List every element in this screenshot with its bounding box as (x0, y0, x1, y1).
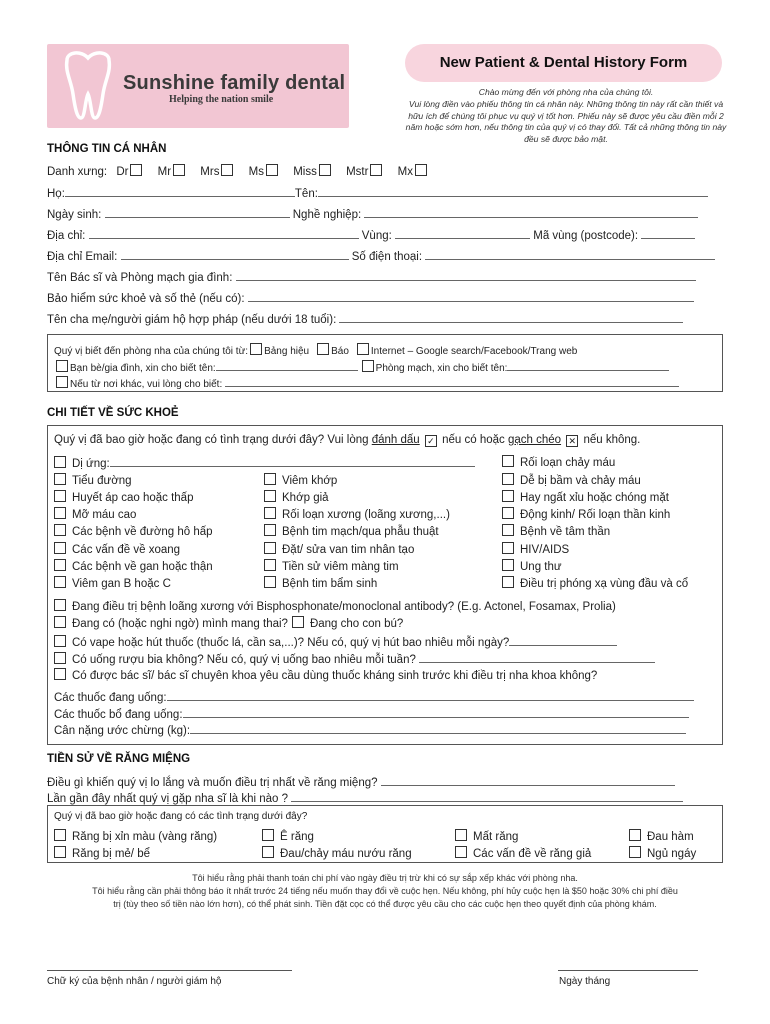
title-dr-checkbox[interactable] (130, 164, 142, 176)
vape-field[interactable] (509, 634, 617, 646)
billboard-checkbox[interactable] (250, 343, 262, 355)
antibiotic-item[interactable]: Có được bác sĩ/ bác sĩ chuyên khoa yêu cầu dùng thuốc kháng sinh trước khi điều trị nha khoa không? (54, 668, 597, 682)
postcode-field[interactable] (641, 227, 695, 239)
clinic-label: Phòng mạch, xin cho biết tên: (375, 363, 508, 374)
dental-option[interactable]: Ngủ ngáy (629, 846, 696, 860)
last-visit-field[interactable] (291, 790, 683, 802)
title-mr-label: Mr (157, 166, 172, 178)
title-ms-label: Ms (248, 166, 265, 178)
breastfeed-checkbox[interactable] (292, 616, 304, 628)
title-mrs-checkbox[interactable] (221, 164, 233, 176)
pregnant-item[interactable]: Đang có (hoặc nghi ngờ) mình mang thai? Đang cho con bú? (54, 616, 403, 630)
form-title-badge (405, 44, 722, 82)
meds-label: Các thuốc đang uống: (54, 692, 167, 704)
condition-item[interactable]: Mỡ máu cao (54, 507, 136, 521)
signature-label: Chữ ký của bệnh nhân / người giám hộ (47, 976, 222, 987)
other-label: Nếu từ nơi khác, vui lòng cho biết: (70, 379, 223, 390)
brand-name: Sunshine family dental (123, 72, 346, 94)
address-label: Địa chỉ: (47, 230, 86, 242)
given-name-label: Tên: (294, 188, 318, 200)
referral-question: Quý vị biết đến phòng nha của chúng tôi từ: (54, 346, 249, 357)
title-mrs-label: Mrs (200, 166, 220, 178)
postcode-label: Mã vùng (postcode): (533, 230, 639, 242)
clinic-logo (47, 44, 349, 128)
title-ms-checkbox[interactable] (266, 164, 278, 176)
dob-label: Ngày sinh: (47, 209, 102, 221)
dental-option[interactable]: Răng bị mẻ/ bể (54, 846, 150, 860)
condition-item[interactable]: Bệnh về tâm thần (502, 524, 610, 538)
tooth-icon (59, 50, 117, 122)
friends-checkbox[interactable] (56, 360, 68, 372)
friends-field[interactable] (216, 359, 358, 371)
tick-word: đánh dấu (371, 434, 420, 446)
title-dr-label: Dr (116, 166, 129, 178)
clinic-checkbox[interactable] (362, 360, 374, 372)
title-row (47, 164, 429, 179)
insurance-field[interactable] (248, 290, 694, 302)
condition-item[interactable]: Đặt/ sửa van tim nhân tạo (264, 542, 414, 556)
address-field[interactable] (89, 227, 359, 239)
dental-box-question: Quý vị đã bao giờ hoặc đang có các tình trạng dưới đây? (54, 811, 308, 822)
dental-option[interactable]: Đau/chảy máu nướu răng (262, 846, 412, 860)
allergy-field[interactable] (110, 455, 475, 467)
title-mr-checkbox[interactable] (173, 164, 185, 176)
terms-line-1: Tôi hiểu rằng phải thanh toán chi phí vào ngày điều trị trừ khi có sự sắp xếp khác với phòng nha. (192, 873, 578, 883)
condition-item[interactable]: Điều trị phóng xạ vùng đầu và cổ (502, 576, 688, 590)
condition-item[interactable]: Rối loạn chảy máu (502, 455, 615, 469)
condition-item[interactable]: Viêm khớp (264, 473, 337, 487)
allergy-checkbox[interactable] (54, 456, 66, 468)
condition-item[interactable]: Động kinh/ Rối loạn thần kinh (502, 507, 670, 521)
condition-item[interactable]: Rối loạn xương (loãng xương,...) (264, 507, 450, 521)
condition-item[interactable]: Dễ bị bầm và chảy máu (502, 473, 641, 487)
supplements-field[interactable] (183, 706, 689, 718)
surname-label: Họ: (47, 188, 65, 200)
dental-heading: TIỀN SỬ VỀ RĂNG MIỆNG (47, 753, 191, 765)
concern-label: Điều gì khiến quý vị lo lắng và muốn điều trị nhất về răng miệng? (47, 777, 378, 789)
alcohol-item[interactable]: Có uống rượu bia không? Nếu có, quý vị uống bao nhiêu mỗi tuần? (54, 651, 655, 666)
surname-field[interactable] (65, 185, 295, 197)
condition-item[interactable]: Huyết áp cao hoặc thấp (54, 490, 193, 504)
title-mstr-checkbox[interactable] (370, 164, 382, 176)
newspaper-checkbox[interactable] (317, 343, 329, 355)
newspaper-label: Báo (331, 346, 349, 357)
allergy-label: Dị ứng: (72, 458, 110, 470)
title-mstr-label: Mstr (346, 166, 369, 178)
dob-field[interactable] (105, 206, 290, 218)
gp-label: Tên Bác sĩ và Phòng mạch gia đình: (47, 272, 233, 284)
title-miss-label: Miss (293, 166, 317, 178)
vape-item[interactable]: Có vape hoặc hút thuốc (thuốc lá, cần sa,...)? Nếu có, quý vị hút bao nhiêu mỗi ngày? (54, 634, 617, 649)
title-mx-label: Mx (397, 166, 413, 178)
email-label: Địa chỉ Email: (47, 251, 118, 263)
condition-item[interactable]: Tiền sử viêm màng tim (264, 559, 399, 573)
region-field[interactable] (395, 227, 530, 239)
condition-item[interactable]: Viêm gan B hoặc C (54, 576, 171, 590)
phone-field[interactable] (425, 248, 715, 260)
email-field[interactable] (121, 248, 349, 260)
dental-option[interactable]: Ê răng (262, 829, 314, 843)
health-instruction-b: nếu có hoặc (442, 434, 505, 446)
internet-checkbox[interactable] (357, 343, 369, 355)
alcohol-field[interactable] (419, 651, 655, 663)
insurance-label: Bảo hiểm sức khoẻ và số thẻ (nếu có): (47, 293, 245, 305)
cross-example-icon: ✕ (566, 435, 578, 447)
form-title: New Patient & Dental History Form (439, 54, 688, 71)
condition-item[interactable]: Ung thư (502, 559, 562, 573)
weight-field[interactable] (190, 722, 686, 734)
last-visit-label: Lần gần đây nhất quý vị gặp nha sĩ là khi nào ? (47, 793, 289, 805)
condition-item[interactable]: Hay ngất xỉu hoặc chóng mặt (502, 490, 669, 504)
intro-text (402, 87, 730, 146)
signature-line[interactable] (47, 970, 292, 971)
dental-option[interactable]: Đau hàm (629, 829, 694, 843)
dental-option[interactable]: Mất răng (455, 829, 518, 843)
guardian-label: Tên cha mẹ/người giám hộ hợp pháp (nếu dưới 18 tuổi): (47, 314, 337, 326)
tick-example-icon: ✓ (425, 435, 437, 447)
other-checkbox[interactable] (56, 376, 68, 388)
weight-label: Cân nặng ước chừng (kg): (54, 725, 191, 737)
health-heading: CHI TIẾT VỀ SỨC KHOẺ (47, 407, 179, 419)
cross-word: gạch chéo (507, 434, 562, 446)
phone-label: Số điện thoại: (351, 251, 423, 263)
occupation-field[interactable] (364, 206, 698, 218)
condition-item[interactable]: Bệnh tim bẩm sinh (264, 576, 377, 590)
condition-item[interactable]: Bệnh tim mạch/qua phẫu thuật (264, 524, 439, 538)
guardian-field[interactable] (339, 311, 683, 323)
brand-tagline: Helping the nation smile (169, 94, 274, 105)
given-name-field[interactable] (318, 185, 708, 197)
other-field[interactable] (225, 375, 679, 387)
region-label: Vùng: (361, 230, 392, 242)
supplements-label: Các thuốc bổ đang uống: (54, 709, 183, 721)
condition-item[interactable]: Các vấn đề về xoang (54, 542, 180, 556)
date-line[interactable] (558, 970, 698, 971)
gp-field[interactable] (236, 269, 696, 281)
condition-item[interactable]: Tiểu đường (54, 473, 132, 487)
title-label: Danh xưng: (47, 166, 108, 178)
friends-label: Bạn bè/gia đình, xin cho biết tên: (70, 363, 216, 374)
date-label: Ngày tháng (559, 976, 611, 987)
health-instruction: Quý vị đã bao giờ hoặc đang có tình trạng dưới đây? Vui lòng (54, 434, 369, 446)
concern-field[interactable] (381, 774, 675, 786)
bisphosphonate-item[interactable]: Đang điều trị bệnh loãng xương với Bisphosphonate/monoclonal antibody? (E.g. Actonel, Fosamax, Prolia) (54, 599, 616, 613)
personal-heading: THÔNG TIN CÁ NHÂN (47, 143, 167, 155)
health-instruction-c: nếu không. (583, 434, 641, 446)
billboard-label: Bảng hiệu (264, 346, 310, 357)
occupation-label: Nghề nghiệp: (292, 209, 362, 221)
condition-item[interactable]: Các bệnh về gan hoặc thận (54, 559, 213, 573)
intro-line-1: Chào mừng đến với phòng nha của chúng tôi. (478, 87, 654, 97)
internet-label: Internet – Google search/Facebook/Trang web (370, 346, 578, 357)
title-mx-checkbox[interactable] (415, 164, 427, 176)
condition-item[interactable]: Các bệnh về đường hô hấp (54, 524, 213, 538)
title-miss-checkbox[interactable] (319, 164, 331, 176)
dental-option[interactable]: Răng bị xỉn màu (vàng răng) (54, 829, 217, 843)
payment-terms (90, 872, 680, 911)
intro-line-2: Vui lòng điền vào phiếu thông tin cá nhân này. Những thông tin này rất cần thiết và hữu ích để chúng tôi phục vụ quý vị tốt hơn. Phiếu này sẽ được yêu cầu điền mỗi 2 năm hoặc sớm hơn, nếu thông tin của quý vị có thay đổi. Tất cả những thông tin này đều sẽ được bảo mật. (405, 98, 727, 145)
condition-item[interactable]: Khớp giả (264, 490, 329, 504)
condition-item[interactable]: HIV/AIDS (502, 542, 569, 556)
dental-option[interactable]: Các vấn đề về răng giả (455, 846, 591, 860)
clinic-field[interactable] (507, 359, 669, 371)
terms-line-2: Tôi hiểu rằng cần phải thông báo ít nhất trước 24 tiếng nếu muốn thay đổi về cuộc hẹn. Nếu không, phí hủy cuộc hẹn là $50 hoặc 30% chi phí điều trị (tùy theo số tiền nào lớn hơn), có thể phát sinh. Tiền đặt cọc có thể được yêu cầu cho các cuộc hẹn theo quyết định của phòng khám. (92, 886, 678, 909)
meds-field[interactable] (167, 689, 694, 701)
